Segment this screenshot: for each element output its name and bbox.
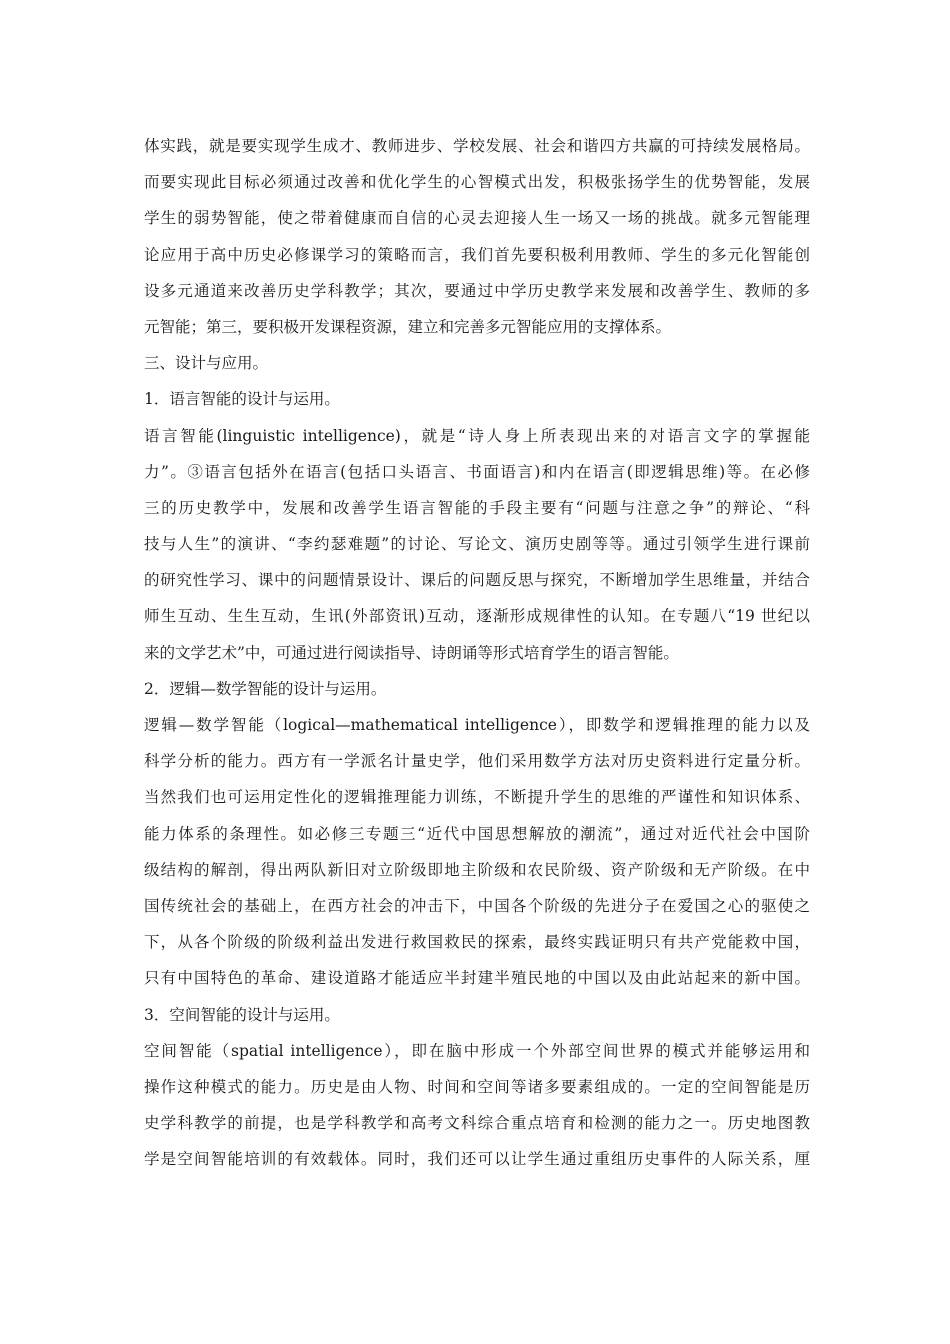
text-line: 当然我们也可运用定性化的逻辑推理能力训练，不断提升学生的思维的严谨性和知识体系、 (144, 788, 810, 807)
text-line: 空间智能（spatial intelligence），即在脑中形成一个外部空间世界的模式并能够运用和 (144, 1041, 810, 1060)
text-line: 技与人生”的演讲、“李约瑟难题”的讨论、写论文、演历史剧等等。通过引领学生进行课前 (144, 535, 810, 554)
text-line: 下，从各个阶级的阶级利益出发进行救国救民的探索，最终实践证明只有共产党能救中国， (144, 933, 810, 952)
text-line: 只有中国特色的革命、建设道路才能适应半封建半殖民地的中国以及由此站起来的新中国。 (144, 969, 810, 988)
subsection-heading-1: 1．语言智能的设计与运用。 (144, 390, 340, 409)
text-line: 来的文学艺术”中，可通过进行阅读指导、诗朗诵等形式培育学生的语言智能。 (144, 643, 679, 662)
text-line: 设多元通道来改善历史学科教学；其次，要通过中学历史教学来发展和改善学生、教师的多 (144, 281, 810, 300)
text-line: 学生的弱势智能，使之带着健康而自信的心灵去迎接人生一场又一场的挑战。就多元智能理 (144, 209, 810, 228)
text-line: 体实践，就是要实现学生成才、教师进步、学校发展、社会和谐四方共赢的可持续发展格局。 (144, 137, 810, 155)
text-line: 的研究性学习、课中的问题情景设计、课后的问题反思与探究，不断增加学生思维量，并结合 (144, 571, 810, 590)
text-line: 级结构的解剖，得出两队新旧对立阶级即地主阶级和农民阶级、资产阶级和无产阶级。在中 (144, 860, 810, 879)
text-line: 论应用于高中历史必修课学习的策略而言，我们首先要积极利用教师、学生的多元化智能创 (144, 245, 810, 264)
text-line: 逻辑—数学智能（logical—mathematical intelligence），即数学和逻辑推理的能力以及 (144, 716, 810, 734)
text-line: 而要实现此目标必须通过改善和优化学生的心智模式出发，积极张扬学生的优势智能，发展 (144, 173, 810, 192)
subsection-heading-2: 2．逻辑—数学智能的设计与运用。 (144, 679, 387, 698)
text-line: 操作这种模式的能力。历史是由人物、时间和空间等诸多要素组成的。一定的空间智能是历 (144, 1077, 810, 1096)
text-line: 史学科教学的前提，也是学科教学和高考文科综合重点培育和检测的能力之一。历史地图教 (144, 1114, 810, 1133)
text-line: 三的历史教学中，发展和改善学生语言智能的手段主要有“问题与注意之争”的辩论、“科 (144, 498, 810, 517)
document-body (144, 128, 810, 1177)
text-line: 能力体系的条理性。如必修三专题三“近代中国思想解放的潮流”，通过对近代社会中国阶 (144, 824, 810, 843)
text-line: 学是空间智能培训的有效载体。同时，我们还可以让学生通过重组历史事件的人际关系，厘 (144, 1150, 810, 1169)
section-heading: 三、设计与应用。 (144, 354, 269, 373)
text-line: 国传统社会的基础上，在西方社会的冲击下，中国各个阶级的先进分子在爱国之心的驱使之 (144, 896, 810, 915)
text-line: 科学分析的能力。西方有一学派名计量史学，他们采用数学方法对历史资料进行定量分析。 (144, 752, 810, 771)
text-line: 语言智能(linguistic intelligence)，就是“诗人身上所表现出来的对语言文字的掌握能 (144, 426, 810, 445)
text-line: 师生互动、生生互动，生讯(外部资讯)互动，逐渐形成规律性的认知。在专题八“19 世纪以 (144, 607, 810, 626)
text-line: 力”。③语言包括外在语言(包括口头语言、书面语言)和内在语言(即逻辑思维)等。在必修 (144, 462, 810, 481)
text-line: 元智能；第三，要积极开发课程资源，建立和完善多元智能应用的支撑体系。 (144, 317, 672, 336)
subsection-heading-3: 3．空间智能的设计与运用。 (144, 1005, 340, 1024)
